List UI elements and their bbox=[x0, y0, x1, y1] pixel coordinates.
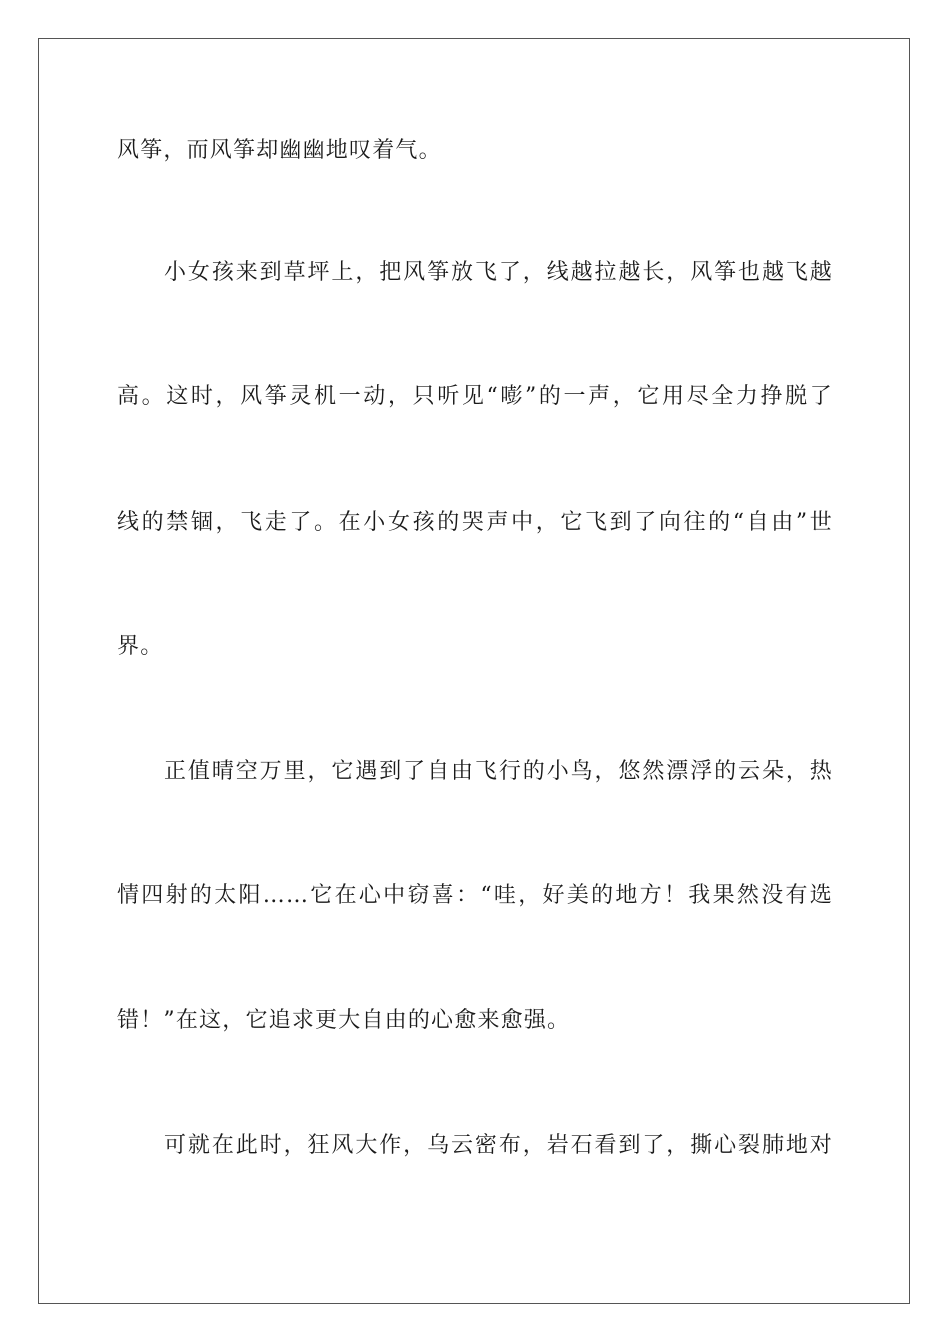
text-line: 情四射的太阳……它在心中窃喜：“哇，好美的地方！我果然没有选 bbox=[117, 883, 833, 908]
text-line: 线的禁锢，飞走了。在小女孩的哭声中，它飞到了向往的“自由”世 bbox=[117, 510, 833, 535]
text-line: 高。这时，风筝灵机一动，只听见“嘭”的一声，它用尽全力挣脱了 bbox=[117, 384, 833, 409]
text-line: 界。 bbox=[117, 634, 164, 659]
text-line: 可就在此时，狂风大作，乌云密布，岩石看到了，撕心裂肺地对 bbox=[164, 1133, 833, 1158]
text-line: 正值晴空万里，它遇到了自由飞行的小鸟，悠然漂浮的云朵，热 bbox=[164, 759, 833, 784]
text-line: 小女孩来到草坪上，把风筝放飞了，线越拉越长，风筝也越飞越 bbox=[164, 260, 833, 285]
page-frame bbox=[38, 38, 910, 1304]
text-line: 错！”在这，它追求更大自由的心愈来愈强。 bbox=[117, 1008, 571, 1033]
text-line: 风筝，而风筝却幽幽地叹着气。 bbox=[117, 138, 442, 163]
